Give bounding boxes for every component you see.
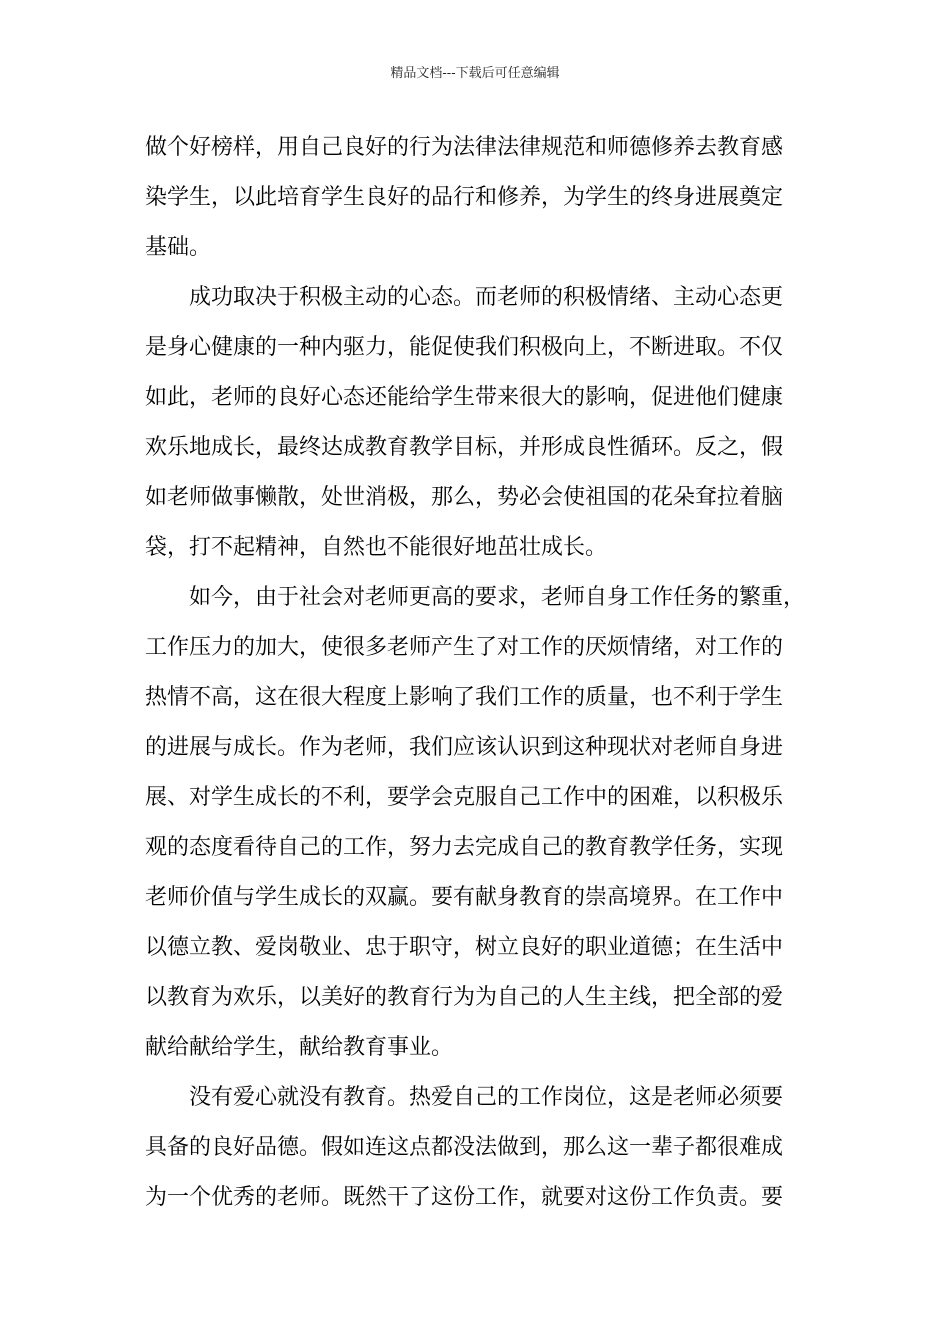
- text-line: 是身心健康的一种内驱力，能促使我们积极向上，不断进取。不仅: [145, 335, 784, 360]
- text-line: 具备的良好品德。假如连这点都没法做到，那么这一辈子都很难成: [145, 1135, 784, 1160]
- text-line: 做个好榜样，用自己良好的行为法律法律规范和师德修养去教育感: [145, 135, 784, 160]
- document-body: [145, 123, 815, 1223]
- text-line: 袋，打不起精神，自然也不能很好地茁壮成长。: [145, 535, 608, 560]
- text-line: 热情不高，这在很大程度上影响了我们工作的质量，也不利于学生: [145, 685, 784, 710]
- text-line: 献给献给学生，献给教育事业。: [145, 1035, 454, 1060]
- text-line: 以德立教、爱岗敬业、忠于职守，树立良好的职业道德；在生活中: [145, 935, 784, 960]
- text-line: 欢乐地成长，最终达成教育教学目标，并形成良性循环。反之，假: [145, 435, 784, 460]
- text-line: 老师价值与学生成长的双赢。要有献身教育的崇高境界。在工作中: [145, 885, 784, 910]
- paragraph-first-line: 没有爱心就没有教育。热爱自己的工作岗位，这是老师必须要: [189, 1085, 784, 1110]
- text-line: 染学生，以此培育学生良好的品行和修养，为学生的终身进展奠定: [145, 185, 784, 210]
- text-line: 如此，老师的良好心态还能给学生带来很大的影响，促进他们健康: [145, 385, 784, 410]
- text-line: 展、对学生成长的不利，要学会克服自己工作中的困难，以积极乐: [145, 785, 784, 810]
- text-line: 观的态度看待自己的工作，努力去完成自己的教育教学任务，实现: [145, 835, 784, 860]
- text-line: 如老师做事懒散，处世消极，那么，势必会使祖国的花朵耷拉着脑: [145, 485, 784, 510]
- page-header: 精品文档---下载后可任意编辑: [390, 66, 560, 81]
- text-line: 基础。: [145, 235, 212, 260]
- text-line: 工作压力的加大，使很多老师产生了对工作的厌烦情绪，对工作的: [145, 635, 784, 660]
- text-line: 为一个优秀的老师。既然干了这份工作，就要对这份工作负责。要: [145, 1185, 784, 1210]
- paragraph-first-line: 成功取决于积极主动的心态。而老师的积极情绪、主动心态更: [189, 285, 784, 310]
- paragraph-first-line: 如今，由于社会对老师更高的要求，老师自身工作任务的繁重，: [189, 585, 806, 610]
- text-line: 的进展与成长。作为老师，我们应该认识到这种现状对老师自身进: [145, 735, 784, 760]
- text-line: 以教育为欢乐，以美好的教育行为为自己的人生主线，把全部的爱: [145, 985, 784, 1010]
